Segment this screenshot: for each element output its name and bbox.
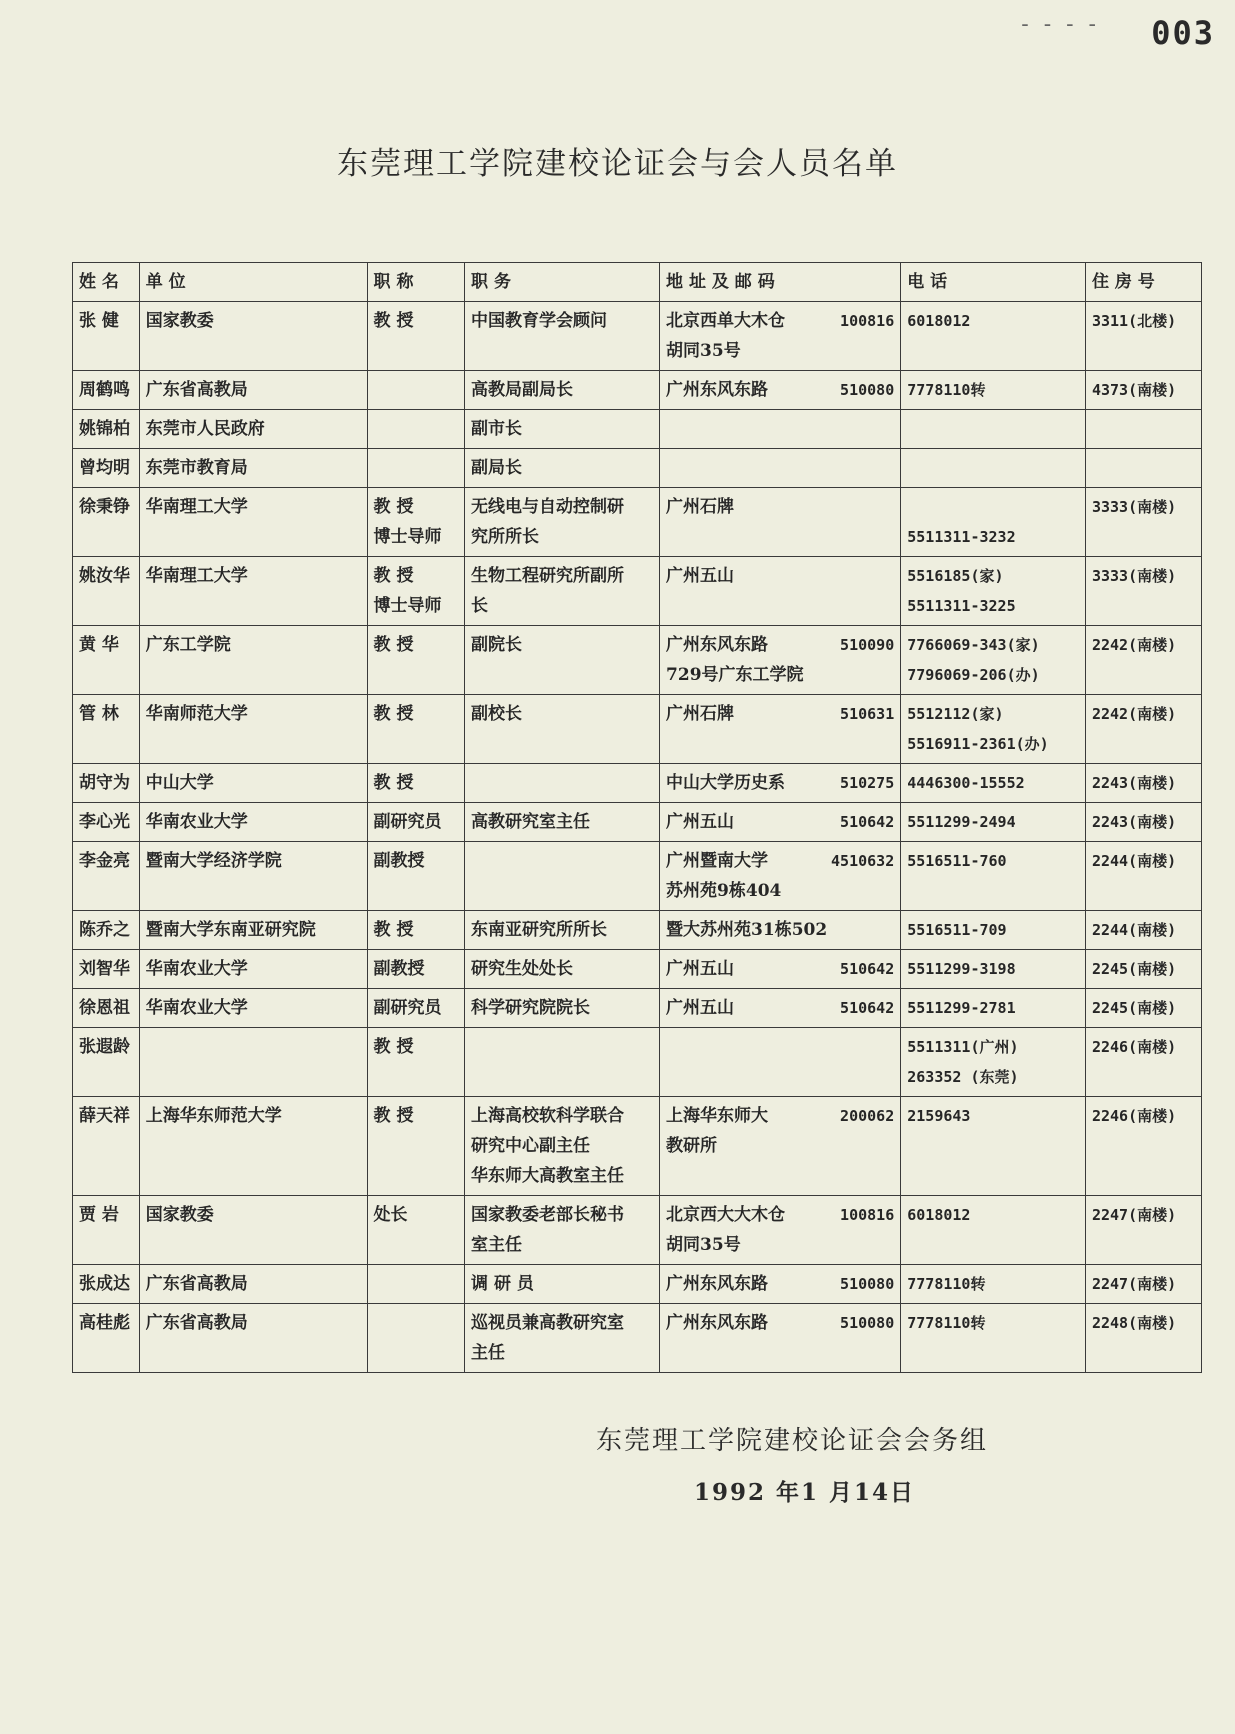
table-row [73,1265,1202,1304]
cell-room: 2246(南楼) [1085,1097,1201,1196]
cell-address [660,488,901,557]
phone-line [907,492,1079,522]
cell-unit: 华南理工大学 [139,557,367,626]
address-text: 胡同35号 [666,341,741,361]
duty-line: 生物工程研究所副所 [471,566,625,586]
phone-line: 6018012 [907,1206,971,1224]
cell-unit: 暨南大学东南亚研究院 [139,911,367,950]
cell-phone [901,488,1086,557]
cell-address [660,1265,901,1304]
title-line: 副研究员 [373,812,442,832]
attendee-table [72,262,1202,1373]
table-row [73,488,1202,557]
cell-title [367,371,465,410]
duty-line: 调 研 员 [471,1274,534,1294]
scan-dots: - - - - [1021,12,1100,37]
table-row [73,989,1202,1028]
page-number: 003 [1151,14,1215,52]
cell-unit: 华南理工大学 [139,488,367,557]
cell-address [660,371,901,410]
cell-address [660,695,901,764]
phone-line: 5516511-709 [907,921,1007,939]
cell-phone [901,1097,1086,1196]
cell-duty [465,1028,660,1097]
cell-name: 李心光 [73,803,140,842]
address-line [666,768,894,798]
phone-line: 263352 (东莞) [907,1068,1019,1086]
phone-line: 5512112(家) [907,705,1004,723]
cell-phone [901,1028,1086,1097]
address-text: 广州暨南大学 [666,851,769,871]
footer-date: 1992 年1 月14日 [694,1479,916,1506]
duty-line: 高教研究室主任 [471,812,591,832]
postal-code: 100816 [840,1206,895,1224]
title-line: 教 授 [373,920,414,940]
cell-room: 2247(南楼) [1085,1196,1201,1265]
cell-room: 2243(南楼) [1085,764,1201,803]
cell-title [367,626,465,695]
cell-title [367,1097,465,1196]
cell-room: 2244(南楼) [1085,842,1201,911]
address-line [666,492,894,522]
duty-line: 上海高校软科学联合 [471,1106,625,1126]
duty-line: 主任 [471,1343,506,1363]
cell-title [367,1265,465,1304]
cell-room: 4373(南楼) [1085,371,1201,410]
cell-title [367,803,465,842]
address-line [666,660,894,690]
cell-name: 李金亮 [73,842,140,911]
cell-room [1085,410,1201,449]
cell-phone [901,764,1086,803]
title-line: 教 授 [373,1037,414,1057]
phone-line: 5516511-760 [907,852,1007,870]
duty-line: 无线电与自动控制研 [471,497,625,517]
cell-unit: 国家教委 [139,302,367,371]
table-row [73,911,1202,950]
postal-code: 510275 [840,774,895,792]
address-text: 广州东风东路 [666,380,769,400]
phone-line: 7766069-343(家) [907,636,1040,654]
address-line [666,846,894,876]
duty-line: 国家教委老部长秘书 [471,1205,625,1225]
duty-line: 究所所长 [471,527,540,547]
header-unit: 单 位 [139,263,367,302]
cell-duty [465,449,660,488]
address-text: 苏州苑9栋404 [666,881,782,901]
title-line: 教 授 [373,773,414,793]
address-text: 教研所 [666,1136,718,1156]
cell-title [367,1304,465,1373]
cell-name: 刘智华 [73,950,140,989]
cell-name: 黄 华 [73,626,140,695]
cell-phone [901,950,1086,989]
document-title: 东莞理工学院建校论证会与会人员名单 [337,146,898,182]
cell-room: 2247(南楼) [1085,1265,1201,1304]
cell-duty [465,557,660,626]
address-line [666,630,894,660]
cell-room: 2244(南楼) [1085,911,1201,950]
table-row [73,1097,1202,1196]
cell-title [367,842,465,911]
address-text: 暨大苏州苑31栋502 [666,920,828,940]
phone-line: 5516911-2361(办) [907,735,1049,753]
address-text: 中山大学历史系 [666,773,786,793]
cell-phone [901,911,1086,950]
cell-room [1085,449,1201,488]
cell-name: 徐恩祖 [73,989,140,1028]
cell-unit: 华南师范大学 [139,695,367,764]
cell-room: 3333(南楼) [1085,557,1201,626]
address-line [666,1269,894,1299]
cell-unit: 广东工学院 [139,626,367,695]
cell-address [660,950,901,989]
duty-line: 研究中心副主任 [471,1136,591,1156]
address-text: 729号广东工学院 [666,665,804,685]
phone-line: 5511299-2781 [907,999,1016,1017]
cell-address [660,302,901,371]
cell-title [367,557,465,626]
address-line [666,561,894,591]
address-line [666,876,894,906]
cell-title [367,1028,465,1097]
cell-phone [901,371,1086,410]
cell-unit: 华南农业大学 [139,950,367,989]
table-body [73,302,1202,1373]
table-row [73,1304,1202,1373]
cell-room: 2245(南楼) [1085,989,1201,1028]
phone-line: 7796069-206(办) [907,666,1040,684]
title-line: 教 授 [373,566,414,586]
cell-duty [465,695,660,764]
address-line [666,993,894,1023]
cell-address [660,842,901,911]
cell-phone [901,1265,1086,1304]
cell-unit: 广东省高教局 [139,371,367,410]
title-line: 教 授 [373,311,414,331]
address-line [666,1131,894,1161]
cell-duty [465,764,660,803]
address-text: 广州五山 [666,566,735,586]
cell-unit: 广东省高教局 [139,1304,367,1373]
header-address: 地 址 及 邮 码 [660,263,901,302]
title-line: 副教授 [373,959,425,979]
table-header-row [73,263,1202,302]
address-line [666,375,894,405]
cell-name: 贾 岩 [73,1196,140,1265]
cell-unit: 华南农业大学 [139,989,367,1028]
cell-duty [465,842,660,911]
address-line [666,1200,894,1230]
address-line [666,807,894,837]
cell-duty [465,302,660,371]
table-row [73,695,1202,764]
cell-address [660,449,901,488]
phone-line: 7778110转 [907,1275,986,1293]
address-line [666,699,894,729]
cell-phone [901,842,1086,911]
cell-title [367,302,465,371]
postal-code: 510080 [840,1275,895,1293]
cell-name: 胡守为 [73,764,140,803]
header-duty: 职 务 [465,263,660,302]
cell-duty [465,626,660,695]
cell-address [660,1028,901,1097]
duty-line: 副局长 [471,458,523,478]
cell-phone [901,626,1086,695]
postal-code: 200062 [840,1107,895,1125]
phone-line: 5511311-3225 [907,597,1016,615]
cell-room: 3311(北楼) [1085,302,1201,371]
duty-line: 东南亚研究所所长 [471,920,608,940]
duty-line: 科学研究院院长 [471,998,591,1018]
cell-address [660,1196,901,1265]
phone-line: 5511299-2494 [907,813,1016,831]
cell-phone [901,557,1086,626]
duty-line: 高教局副局长 [471,380,574,400]
cell-room: 2245(南楼) [1085,950,1201,989]
cell-title [367,950,465,989]
header-room: 住 房 号 [1085,263,1201,302]
cell-name: 陈乔之 [73,911,140,950]
cell-title [367,911,465,950]
duty-line: 长 [471,596,489,616]
title-line: 副研究员 [373,998,442,1018]
cell-address [660,1304,901,1373]
title-line: 教 授 [373,1106,414,1126]
cell-name: 张 健 [73,302,140,371]
duty-line: 副校长 [471,704,523,724]
cell-name: 张成达 [73,1265,140,1304]
duty-line: 华东师大高教室主任 [471,1166,625,1186]
duty-line: 巡视员兼高教研究室 [471,1313,625,1333]
cell-address [660,557,901,626]
phone-line: 5511299-3198 [907,960,1016,978]
cell-room: 3333(南楼) [1085,488,1201,557]
cell-unit: 广东省高教局 [139,1265,367,1304]
cell-room: 2246(南楼) [1085,1028,1201,1097]
cell-unit: 暨南大学经济学院 [139,842,367,911]
postal-code: 510631 [840,705,895,723]
title-line: 副教授 [373,851,425,871]
cell-name: 周鹤鸣 [73,371,140,410]
table-row [73,371,1202,410]
cell-unit: 上海华东师范大学 [139,1097,367,1196]
cell-title [367,989,465,1028]
phone-line: 7778110转 [907,381,986,399]
header-phone: 电 话 [901,263,1086,302]
header-title: 职 称 [367,263,465,302]
cell-duty [465,803,660,842]
address-text: 广州东风东路 [666,1313,769,1333]
phone-line: 4446300-15552 [907,774,1025,792]
postal-code: 510080 [840,381,895,399]
table-row [73,1028,1202,1097]
cell-phone [901,449,1086,488]
cell-name: 管 林 [73,695,140,764]
cell-duty [465,1265,660,1304]
cell-duty [465,1304,660,1373]
cell-duty [465,950,660,989]
cell-duty [465,371,660,410]
table-row [73,842,1202,911]
postal-code: 510642 [840,999,895,1017]
title-line: 处长 [373,1205,408,1225]
table-row [73,1196,1202,1265]
cell-title [367,488,465,557]
cell-duty [465,911,660,950]
table-row [73,557,1202,626]
cell-title [367,449,465,488]
cell-name: 曾均明 [73,449,140,488]
cell-title [367,695,465,764]
table-row [73,764,1202,803]
address-line [666,1230,894,1260]
cell-name: 徐秉铮 [73,488,140,557]
cell-unit: 中山大学 [139,764,367,803]
cell-title [367,1196,465,1265]
address-text: 广州五山 [666,998,735,1018]
cell-address [660,764,901,803]
cell-phone [901,1304,1086,1373]
address-text: 北京西大大木仓 [666,1205,786,1225]
phone-line: 2159643 [907,1107,971,1125]
cell-unit: 国家教委 [139,1196,367,1265]
address-text: 广州东风东路 [666,1274,769,1294]
duty-line: 副市长 [471,419,523,439]
cell-address [660,1097,901,1196]
cell-address [660,803,901,842]
cell-title [367,764,465,803]
cell-duty [465,989,660,1028]
table-row [73,803,1202,842]
postal-code: 510642 [840,813,895,831]
address-line [666,306,894,336]
cell-address [660,410,901,449]
postal-code: 510642 [840,960,895,978]
header-name: 姓 名 [73,263,140,302]
cell-phone [901,1196,1086,1265]
cell-address [660,911,901,950]
cell-duty [465,1097,660,1196]
phone-line: 5511311(广州) [907,1038,1019,1056]
address-line [666,1308,894,1338]
address-text: 广州五山 [666,959,735,979]
address-text: 广州石牌 [666,497,735,517]
postal-code: 510080 [840,1314,895,1332]
cell-room: 2248(南楼) [1085,1304,1201,1373]
title-line: 博士导师 [373,596,442,616]
cell-name: 姚锦柏 [73,410,140,449]
postal-code: 100816 [840,312,895,330]
cell-address [660,989,901,1028]
cell-unit: 东莞市人民政府 [139,410,367,449]
address-text: 广州东风东路 [666,635,769,655]
address-text: 广州石牌 [666,704,735,724]
footer-organization: 东莞理工学院建校论证会会务组 [596,1426,989,1456]
cell-duty [465,410,660,449]
phone-line: 7778110转 [907,1314,986,1332]
table-row [73,449,1202,488]
cell-phone [901,302,1086,371]
postal-code: 4510632 [831,852,895,870]
cell-unit: 华南农业大学 [139,803,367,842]
cell-phone [901,410,1086,449]
title-line: 博士导师 [373,527,442,547]
cell-room: 2242(南楼) [1085,695,1201,764]
address-line [666,954,894,984]
cell-room: 2242(南楼) [1085,626,1201,695]
cell-unit: 东莞市教育局 [139,449,367,488]
cell-duty [465,1196,660,1265]
address-line [666,915,894,945]
address-line [666,336,894,366]
address-line [666,1101,894,1131]
cell-name: 张遐龄 [73,1028,140,1097]
duty-line: 中国教育学会顾问 [471,311,608,331]
cell-name: 姚汝华 [73,557,140,626]
table-row [73,950,1202,989]
cell-phone [901,803,1086,842]
cell-room: 2243(南楼) [1085,803,1201,842]
duty-line: 副院长 [471,635,523,655]
duty-line: 研究生处处长 [471,959,574,979]
address-text: 胡同35号 [666,1235,741,1255]
phone-line: 5516185(家) [907,567,1004,585]
phone-line: 5511311-3232 [907,528,1016,546]
address-text: 上海华东师大 [666,1106,769,1126]
cell-phone [901,695,1086,764]
table-row [73,410,1202,449]
cell-duty [465,488,660,557]
title-line: 教 授 [373,704,414,724]
phone-line: 6018012 [907,312,971,330]
title-line: 教 授 [373,635,414,655]
postal-code: 510090 [840,636,895,654]
table-row [73,626,1202,695]
address-text: 北京西单大木仓 [666,311,786,331]
cell-address [660,626,901,695]
cell-name: 薛天祥 [73,1097,140,1196]
table-row [73,302,1202,371]
cell-title [367,410,465,449]
cell-unit [139,1028,367,1097]
address-text: 广州五山 [666,812,735,832]
cell-phone [901,989,1086,1028]
title-line: 教 授 [373,497,414,517]
cell-name: 高桂彪 [73,1304,140,1373]
duty-line: 室主任 [471,1235,523,1255]
